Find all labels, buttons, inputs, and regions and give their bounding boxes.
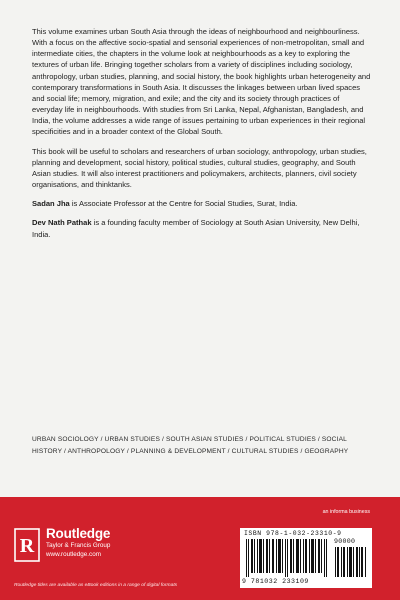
back-cover-text [32, 26, 372, 248]
audience-paragraph: This book will be useful to scholars and researchers of urban sociology, anthropology, urban studies, planning and development, social history, political studies, cultural studies, geography, and South Asian studies. It will also interest practitioners and policymakers, architects, planners, civil society organisations, and thinktanks. [32, 146, 367, 190]
publisher-group: Taylor & Francis Group [46, 542, 111, 549]
author-bio-text: is a founding faculty member of Sociology at South Asian University, New Delhi, India. [32, 218, 360, 239]
ebook-note: Routledge titles are available as eBook editions in a range of digital formats [14, 583, 178, 588]
author-name: Sadan Jha [32, 199, 70, 209]
publisher-url: www.routledge.com [46, 551, 101, 558]
addon-bars-icon [335, 547, 367, 577]
publisher-brand [46, 527, 110, 559]
subject-categories: URBAN SOCIOLOGY / URBAN STUDIES / SOUTH ASIAN STUDIES / POLITICAL STUDIES / SOCIAL HISTORY / ANTHROPOLOGY / PLANNING & DEVELOPMENT / CULTURAL STUDIES / GEOGRAPHY [32, 436, 349, 455]
isbn-text: ISBN 978-1-032-23310-9 [244, 530, 342, 537]
author-bio [32, 217, 372, 239]
publisher-name: Routledge [46, 526, 111, 541]
author-bio-text: is Associate Professor at the Centre for Social Studies, Surat, India. [69, 199, 298, 209]
svg-text:R: R [19, 535, 35, 557]
barcode [240, 528, 372, 588]
publisher-footer [0, 497, 400, 600]
informa-label: an informa business [322, 509, 370, 515]
barcode-number: 9 781032 233109 [242, 578, 309, 585]
barcode-bars-icon [246, 539, 330, 577]
routledge-logo-icon [14, 528, 40, 562]
description-paragraph: This volume examines urban South Asia through the ideas of neighbourhood and neighbourliness. With a focus on the affective socio-spatial and sensorial experiences of non-metropolitan, small and intermediate cities, the chapters in the volume look at neighbourhoods as a key to exploring the textures of urban life. Bringing together scholars from a variety of disciplines including sociology, anthropology, urban studies, planning, and social history, the book highlights urban heterogeneity and contemporary transformations in South Asia. It discusses the linkages between urban lived spaces and social life; memory, migration, and exile; and the city and its society through practices of everyday life in neighbourhoods. With studies from Sri Lanka, Nepal, Afghanistan, Bangladesh, and India, the volume addresses a wide range of issues pertaining to urban experiences in their regional specificities and in a broader context of the Global South. [32, 27, 371, 137]
price-addon-number: 90000 [334, 538, 356, 545]
author-name: Dev Nath Pathak [32, 218, 92, 228]
author-bio [32, 198, 372, 209]
